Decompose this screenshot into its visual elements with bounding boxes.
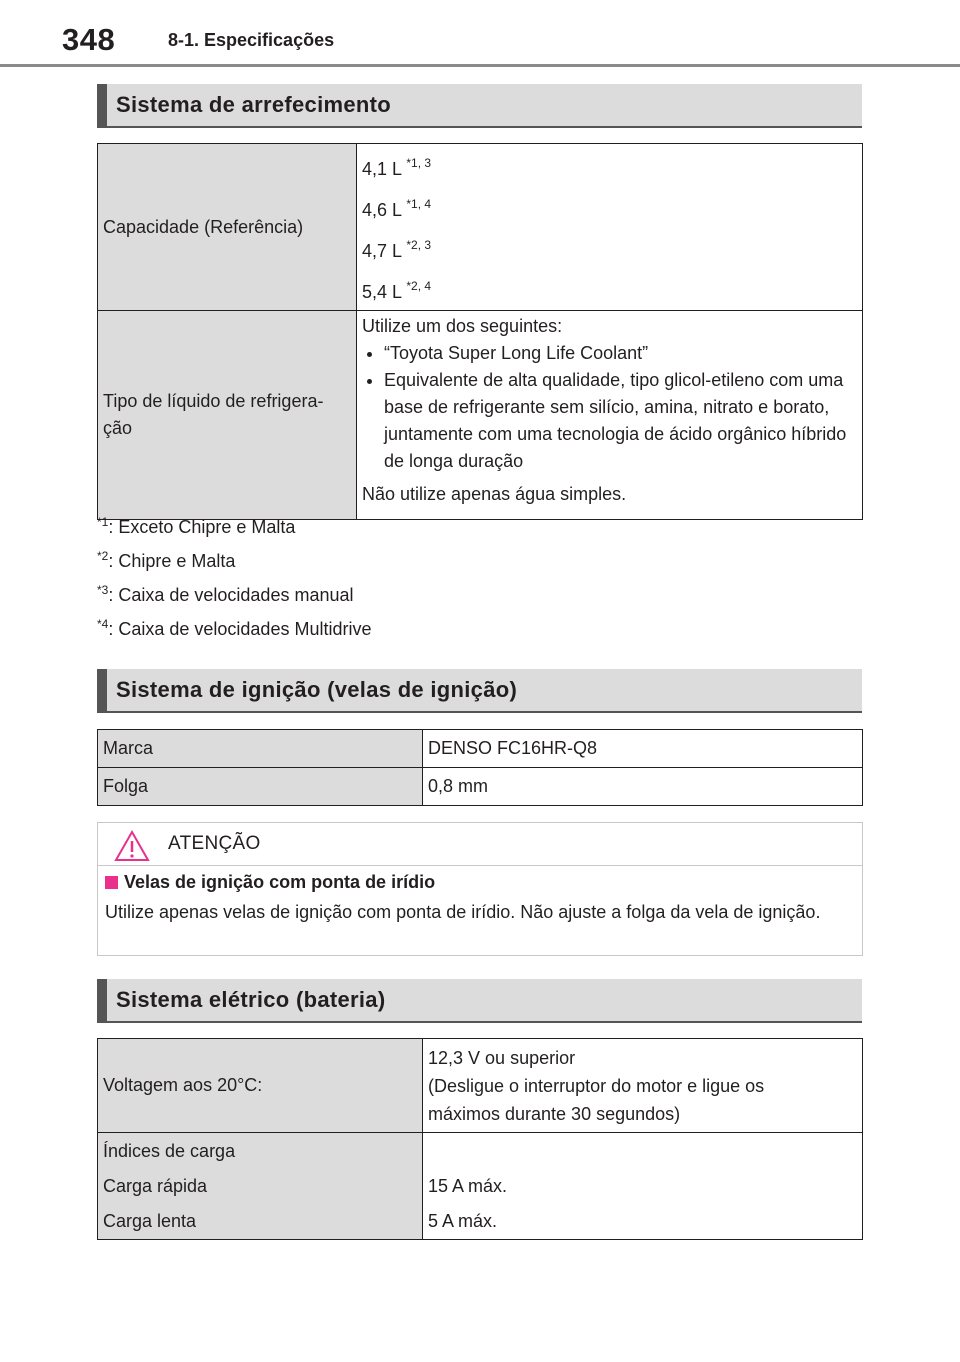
voltage-values: 12,3 V ou superior (Desligue o interruptor do motor e ligue os máximos durante 30 segundos) [423,1039,863,1133]
gap-value: 0,8 mm [423,768,863,806]
warning-text: Utilize apenas velas de ignição com ponta de irídio. Não ajuste a folga da vela de ignição. [105,902,821,922]
capacity-value: 4,1 L $^{*1, 3}$ [362,156,432,179]
footnote: $^{*4}$: Caixa de velocidades Multidrive [97,617,372,639]
cooling-section-heading [97,84,862,128]
gap-label: Folga [98,768,423,806]
electrical-section-heading [97,979,862,1023]
voltage-label: Voltagem aos 20°C: [98,1039,423,1133]
slow-charge-value: 5 A máx. [428,1210,498,1231]
fast-charge-label: Carga rápida [103,1175,208,1196]
fast-charge-value: 15 A máx. [428,1175,508,1196]
warning-title: ATENÇÃO [168,833,261,854]
capacity-value: 4,6 L $^{*1, 4}$ [362,197,432,220]
table-row [98,730,863,768]
warning-box [97,822,863,956]
footnotes [97,505,371,641]
capacity-label: Capacidade (Referência) [98,144,357,311]
section-title: 8-1. Especificações [168,30,335,50]
footnote: $^{*2}$: Chipre e Malta [97,549,236,571]
charge-labels [98,1133,423,1240]
warning-header [98,823,862,866]
table-row [98,144,863,311]
warning-triangle-icon [114,830,150,862]
ignition-section-title: Sistema de ignição (velas de ignição) [116,677,518,702]
capacity-value: 5,4 L $^{*2, 4}$ [362,279,432,302]
table-row [98,1133,863,1240]
brand-value: DENSO FC16HR-Q8 [423,730,863,768]
coolant-label: Tipo de líquido de refrigera- ção [98,311,357,520]
coolant-bullet-list [362,340,857,475]
header-rule [0,64,960,67]
electrical-section-title: Sistema elétrico (bateria) [116,987,386,1012]
list-item: “Toyota Super Long Life Coolant” [362,340,857,367]
coolant-values [357,311,863,520]
warning-subtitle: Velas de ignição com ponta de irídio [105,872,855,893]
table-row [98,311,863,520]
slow-charge-label: Carga lenta [103,1210,197,1231]
coolant-intro: Utilize um dos seguintes: [362,316,563,336]
page-header [0,0,960,70]
footnote: $^{*3}$: Caixa de velocidades manual [97,583,354,605]
ignition-table [97,729,863,806]
table-row [98,1039,863,1133]
list-item: Equivalente de alta qualidade, tipo glicol-etileno com uma base de refrigerante sem silício, amina, nitrato e borato, juntamente com uma tecnologia de ácido orgânico híbrido de longa duração [362,367,857,475]
ignition-section-heading [97,669,862,713]
page-number: 348 [62,22,116,57]
capacity-value: 4,7 L $^{*2, 3}$ [362,238,432,261]
brand-label: Marca [98,730,423,768]
electrical-table [97,1038,863,1240]
capacity-values [357,144,863,311]
coolant-note: Não utilize apenas água simples. [362,484,627,504]
warning-body [98,866,862,923]
cooling-section-title: Sistema de arrefecimento [116,92,391,117]
table-row [98,768,863,806]
cooling-table [97,143,863,520]
charge-values [423,1133,863,1240]
square-bullet-icon [105,876,118,889]
footnote: $^{*1}$: Exceto Chipre e Malta [97,515,296,537]
charge-header: Índices de carga [103,1140,236,1161]
